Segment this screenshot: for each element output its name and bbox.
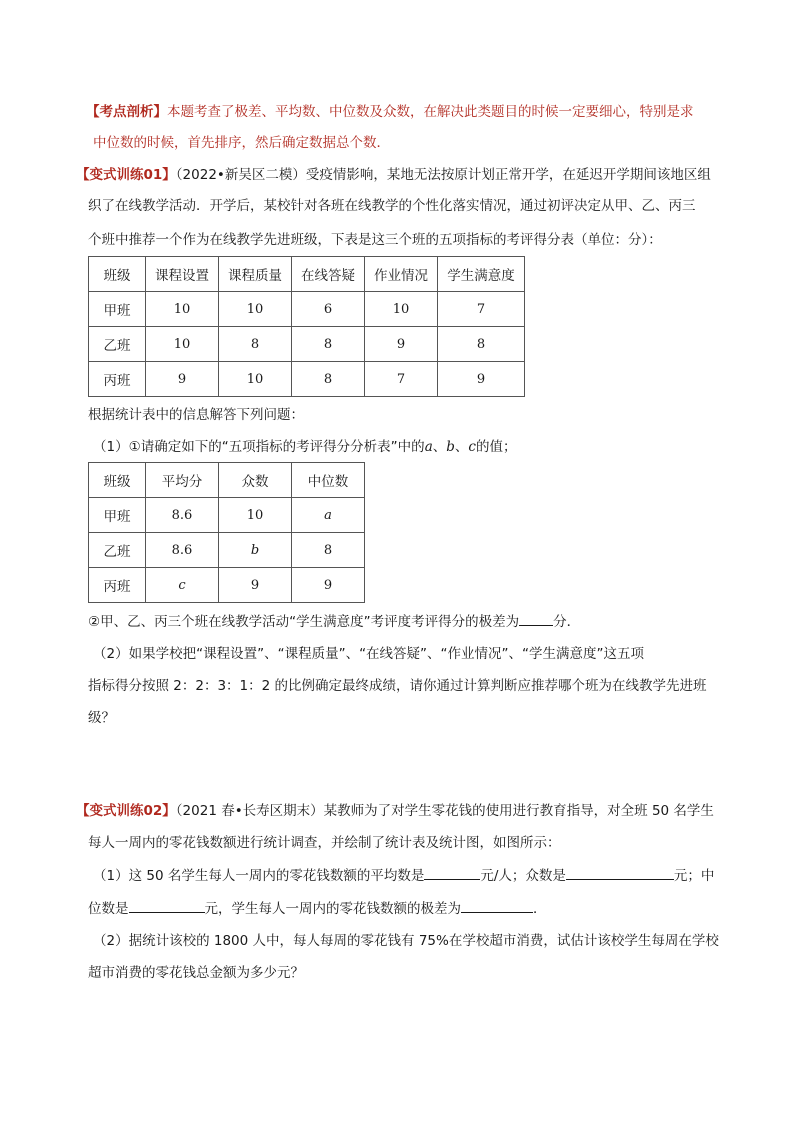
table-cell: 10	[219, 292, 292, 327]
table-cell: 8	[292, 327, 365, 362]
score-table-header-row	[89, 257, 525, 292]
table-cell: 乙班	[89, 533, 146, 568]
var-b: b	[446, 439, 455, 455]
score-table-header: 课程设置	[146, 257, 219, 292]
table-cell: 9	[146, 362, 219, 397]
answer-blank-median[interactable]	[129, 898, 205, 913]
table-cell: 7	[365, 362, 438, 397]
table-cell: 8	[292, 533, 365, 568]
table-row	[89, 292, 525, 327]
table-cell: 乙班	[89, 327, 146, 362]
ex2-line-1	[76, 801, 714, 821]
ex2-q1-text: 位数是	[88, 901, 129, 917]
ex1-q1b-prefix: ②甲、乙、丙三个班在线教学活动“学生满意度”考评度考评得分的极差为	[88, 614, 520, 630]
table-cell: 丙班	[89, 362, 146, 397]
analysis-table-header-row	[89, 463, 365, 498]
analysis-table	[88, 462, 365, 603]
ex2-q2-text-1: （2）据统计该校的 1800 人中，每人每周的零花钱有 75%在学校超市消费，试估计该校学生每周在学校	[93, 933, 719, 949]
analysis-line-1	[86, 102, 694, 122]
table-cell: 6	[292, 292, 365, 327]
ex2-q2-text-2: 超市消费的零花钱总金额为多少元？	[88, 965, 304, 981]
table-cell: b	[219, 533, 292, 568]
ex2-text-2: 每人一周内的零花钱数额进行统计调查，并绘制了统计表及统计图，如图所示：	[88, 835, 561, 851]
table-cell: 8	[219, 327, 292, 362]
score-table-header: 作业情况	[365, 257, 438, 292]
table-cell: 10	[219, 498, 292, 533]
ex1-q1-line	[93, 437, 516, 457]
table-cell: 10	[146, 327, 219, 362]
score-table	[88, 256, 525, 397]
table-cell: 9	[219, 568, 292, 603]
ex1-text-3: 个班中推荐一个作为在线教学先进班级，下表是这三个班的五项指标的考评得分表（单位：分）：	[88, 232, 662, 248]
answer-blank[interactable]	[519, 611, 553, 626]
table-row	[89, 362, 525, 397]
table-cell: a	[292, 498, 365, 533]
ex2-q1-text: ．	[533, 901, 547, 917]
table-cell: 10	[365, 292, 438, 327]
table-cell: 甲班	[89, 292, 146, 327]
ex1-line-1	[76, 165, 711, 185]
ex1-text-2: 织了在线教学活动．开学后，某校针对各班在线教学的个性化落实情况，通过初评决定从甲、乙、丙三	[88, 198, 696, 214]
table-cell: c	[146, 568, 219, 603]
table-row	[89, 568, 365, 603]
analysis-tag: 【考点剖析】	[86, 104, 167, 120]
score-table-header: 课程质量	[219, 257, 292, 292]
var-c: c	[468, 439, 476, 455]
sep: 、	[454, 439, 469, 455]
ex2-q1-text: 元；中	[673, 868, 715, 884]
answer-blank-mean[interactable]	[424, 865, 480, 880]
analysis-table-header: 众数	[219, 463, 292, 498]
score-table-header: 在线答疑	[292, 257, 365, 292]
ex1-q2-text-2: 指标得分按照 2：2：3：1：2 的比例确定最终成绩，请你通过计算判断应推荐哪个班为在线教学先进班	[88, 678, 707, 694]
analysis-table-header: 班级	[89, 463, 146, 498]
ex2-q1-line-1	[93, 865, 714, 886]
table-cell: 8.6	[146, 533, 219, 568]
analysis-table-header: 中位数	[292, 463, 365, 498]
table-row	[89, 498, 365, 533]
ex2-q1-line-2	[88, 898, 547, 919]
var-a: a	[424, 439, 433, 455]
ex1-tag: 【变式训练01】	[76, 167, 176, 183]
ex1-q1b-line	[88, 611, 580, 632]
table-row	[89, 327, 525, 362]
ex2-q1-text: （1）这 50 名学生每人一周内的零花钱数额的平均数是	[93, 868, 425, 884]
ex1-text-1: （2022•新吴区二模）受疫情影响，某地无法按原计划正常开学，在延迟开学期间该地区组	[175, 167, 711, 183]
answer-blank-range[interactable]	[461, 898, 533, 913]
ex1-intro: 根据统计表中的信息解答下列问题：	[88, 407, 304, 423]
table-cell: 7	[438, 292, 525, 327]
sep: 、	[432, 439, 447, 455]
table-cell: 10	[219, 362, 292, 397]
score-table-header: 班级	[89, 257, 146, 292]
ex1-q2-text-1: （2）如果学校把“课程设置”、“课程质量”、“在线答疑”、“作业情况”、“学生满意度”这五项	[93, 646, 645, 662]
ex2-tag: 【变式训练02】	[76, 803, 176, 819]
table-cell: 甲班	[89, 498, 146, 533]
answer-blank-mode[interactable]	[566, 865, 674, 880]
ex2-q1-text: 元/人；众数是	[480, 868, 566, 884]
analysis-table-header: 平均分	[146, 463, 219, 498]
ex1-q1-suffix: 的值；	[475, 439, 517, 455]
table-row	[89, 533, 365, 568]
table-cell: 9	[365, 327, 438, 362]
score-table-header: 学生满意度	[438, 257, 525, 292]
table-cell: 9	[292, 568, 365, 603]
table-cell: 10	[146, 292, 219, 327]
ex1-q2-text-3: 级？	[88, 710, 115, 726]
table-cell: 8	[292, 362, 365, 397]
table-cell: 丙班	[89, 568, 146, 603]
ex1-q1-prefix: （1）①请确定如下的“五项指标的考评得分分析表”中的	[93, 439, 425, 455]
table-cell: 9	[438, 362, 525, 397]
analysis-text-2: 中位数的时候，首先排序，然后确定数据总个数．	[93, 135, 390, 151]
ex1-q1b-suffix: 分．	[553, 614, 581, 630]
ex2-text-1: （2021 春•长寿区期末）某教师为了对学生零花钱的使用进行教育指导，对全班 50 名学生	[175, 803, 714, 819]
table-cell: 8	[438, 327, 525, 362]
analysis-text-1: 本题考查了极差、平均数、中位数及众数，在解决此类题目的时候一定要细心，特别是求	[167, 104, 694, 120]
table-cell: 8.6	[146, 498, 219, 533]
ex2-q1-text: 元，学生每人一周内的零花钱数额的极差为	[204, 901, 461, 917]
